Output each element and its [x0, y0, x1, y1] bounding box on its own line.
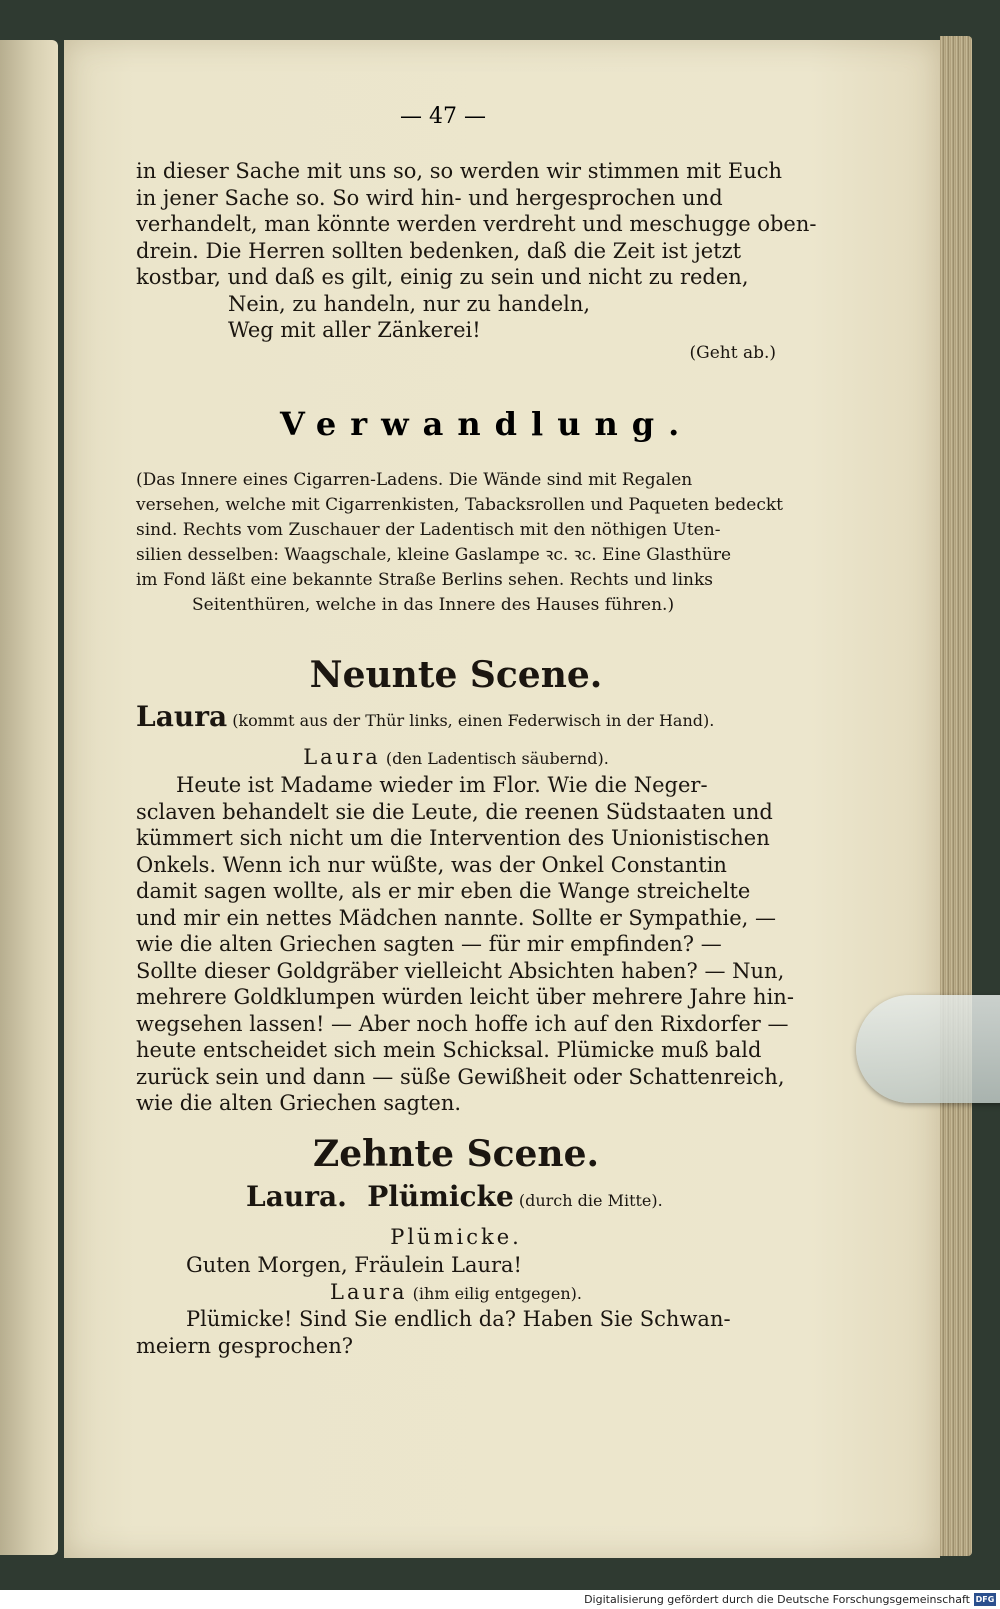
character-name: Laura: [136, 700, 228, 733]
left-page-edge: [0, 40, 58, 1555]
page-clip: [856, 995, 1000, 1103]
speaker-name: Laura: [330, 1280, 408, 1304]
speaker-name: Plümicke.: [390, 1225, 522, 1249]
stage-direction: [136, 468, 783, 618]
footer-text: Digitalisierung gefördert durch die Deutsche Forschungsgemeinschaft: [584, 1593, 970, 1606]
speaker-direction: (ihm eilig entgegen).: [412, 1284, 582, 1303]
text-line: damit sagen wollte, als er mir eben die Wange streichelte: [136, 879, 751, 903]
text-line: heute entscheidet sich mein Schicksal. Plümicke muß bald: [136, 1038, 762, 1062]
character-name: Plümicke: [367, 1180, 514, 1213]
scene-9-characters: [136, 700, 776, 733]
text-line: silien desselben: Waagschale, kleine Gaslampe ꝛc. ꝛc. Eine Glasthüre: [136, 545, 732, 565]
text-line: wegsehen lassen! — Aber noch hoffe ich auf den Rixdorfer —: [136, 1011, 789, 1036]
exit-note: (Geht ab.): [689, 343, 776, 363]
text-line: kostbar, und daß es gilt, einig zu sein und nicht zu reden,: [136, 265, 749, 289]
footer-credit: [0, 1590, 1000, 1609]
scene-9-speaker: [136, 745, 776, 769]
speaker-direction: (den Ladentisch säubernd).: [385, 749, 609, 768]
text-line: sind. Rechts vom Zuschauer der Ladentisch mit den nöthigen Uten-: [136, 520, 721, 540]
scene-10-line-2: [136, 1306, 776, 1359]
text-line: drein. Die Herren sollten bedenken, daß die Zeit ist jetzt: [136, 238, 742, 263]
scene-10-title: Zehnte Scene.: [312, 1133, 600, 1175]
speaker-name: Laura: [303, 745, 381, 769]
text-line: in dieser Sache mit uns so, so werden wir stimmen mit Euch: [136, 159, 783, 183]
scene-9-title: Neunte Scene.: [309, 654, 603, 696]
text-line: und mir ein nettes Mädchen nannte. Sollte er Sympathie, —: [136, 905, 776, 930]
transformation-heading: Verwandlung.: [280, 405, 694, 443]
verse-line: Weg mit aller Zänkerei!: [228, 318, 481, 342]
verse-line: Nein, zu handeln, nur zu handeln,: [228, 291, 591, 316]
scene-10-characters: [136, 1180, 776, 1213]
scene-10-speaker-2: [136, 1280, 776, 1304]
character-direction: (kommt aus der Thür links, einen Federwisch in der Hand).: [232, 711, 715, 730]
text-line: Seitenthüren, welche in das Innere des Hauses führen.): [192, 595, 675, 615]
scene-10-line-1: Guten Morgen, Fräulein Laura!: [186, 1253, 522, 1277]
text-line: meiern gesprochen?: [136, 1333, 353, 1358]
text-line: versehen, welche mit Cigarrenkisten, Tabacksrollen und Paqueten bedeckt: [136, 495, 783, 515]
page-stack-edge: [940, 36, 972, 1556]
text-line: sclaven behandelt sie die Leute, die reenen Südstaaten und: [136, 799, 773, 824]
scene-10-speaker-1: [136, 1225, 776, 1249]
top-paragraph: [136, 158, 817, 344]
text-line: zurück sein und dann — süße Gewißheit oder Schattenreich,: [136, 1064, 785, 1089]
text-line: im Fond läßt eine bekannte Straße Berlins sehen. Rechts und links: [136, 570, 714, 590]
text-line: (Das Innere eines Cigarren-Ladens. Die Wände sind mit Regalen: [136, 470, 693, 490]
character-name: Laura.: [246, 1180, 347, 1213]
text-line: wie die alten Griechen sagten.: [136, 1091, 462, 1115]
text-line: wie die alten Griechen sagten — für mir empfinden? —: [136, 932, 722, 956]
text-line: Sollte dieser Goldgräber vielleicht Absichten haben? — Nun,: [136, 958, 785, 983]
text-line: Heute ist Madame wieder im Flor. Wie die Neger-: [176, 773, 708, 797]
text-line: Onkels. Wenn ich nur wüßte, was der Onkel Constantin: [136, 852, 727, 877]
text-line: kümmert sich nicht um die Intervention des Unionistischen: [136, 826, 770, 850]
page-number: — 47 —: [400, 104, 486, 129]
dfg-logo-icon: DFG: [975, 1595, 995, 1604]
text-line: in jener Sache so. So wird hin- und hergesprochen und: [136, 185, 723, 210]
text-line: Plümicke! Sind Sie endlich da? Haben Sie Schwan-: [186, 1307, 731, 1331]
text-line: verhandelt, man könnte werden verdreht und meschugge oben-: [136, 212, 817, 236]
scene-9-speech: [136, 772, 794, 1117]
character-direction: (durch die Mitte).: [518, 1191, 663, 1210]
text-line: mehrere Goldklumpen würden leicht über mehrere Jahre hin-: [136, 985, 794, 1009]
